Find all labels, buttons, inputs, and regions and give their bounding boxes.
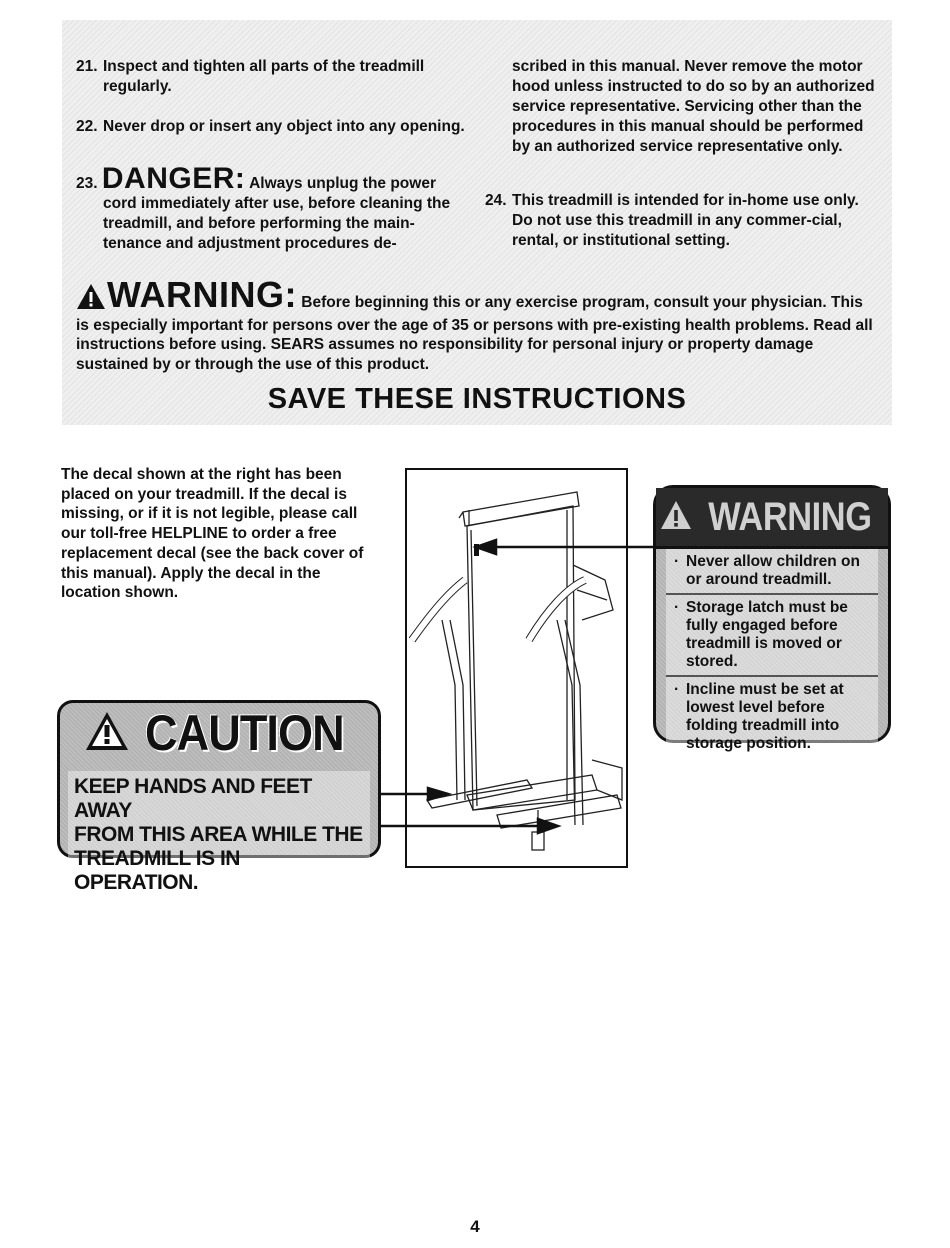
item-text: Inspect and tighten all parts of the treadmill regularly. <box>103 58 425 95</box>
item-text: Always unplug the power <box>249 175 436 192</box>
item-number: 24. <box>485 192 507 209</box>
caution-line: TREADMILL IS IN OPERATION. <box>74 847 240 894</box>
warning-decal-body <box>666 549 878 762</box>
arrow-head-mid <box>428 788 448 800</box>
item-text: scribed in this manual. Never remove the motor hood unless instructed to do so by an authorized service representative. Servicing other than the procedures in this manual should be performed by an authorized service representative only. <box>512 58 875 155</box>
item-number: 22. <box>76 118 98 135</box>
danger-label: DANGER: <box>101 162 246 195</box>
warning-decal-header <box>656 488 888 549</box>
arrow-head-top <box>476 540 496 554</box>
bullet-text: Never allow children on or around treadmill. <box>686 553 860 588</box>
warning-text: Before beginning this or any exercise program, consult your physician. This is especially important for persons over the age of 35 or persons with pre-existing health problems. Read all instructions before using. SEARS assumes no responsibility for personal injury or property damage sustained by or through the use of this product. <box>76 294 873 373</box>
bullet-text: Storage latch must be fully engaged before treadmill is moved or stored. <box>686 599 848 670</box>
item-text: Never drop or insert any object into any opening. <box>103 118 465 135</box>
warning-bullet: · Incline must be set at lowest level before folding treadmill into storage position. <box>674 681 844 752</box>
warning-triangle-icon <box>659 499 693 536</box>
item-number: 23. <box>76 175 98 192</box>
decal-intro-text: The decal shown at the right has been placed on your treadmill. If the decal is missing, or if it is not legible, please call our toll-free HELPLINE to order a free replacement decal (see the back cover of this manual). Apply the decal in the location shown. <box>61 466 364 602</box>
bullet-text: Incline must be set at lowest level before folding treadmill into storage position. <box>686 681 844 752</box>
warning-bullet: · Storage latch must be fully engaged before treadmill is moved or stored. <box>674 599 848 670</box>
arrow-head-bottom <box>538 819 558 833</box>
caution-decal-title: CAUTION <box>144 705 344 761</box>
warning-decal <box>653 485 891 752</box>
item-number: 21. <box>76 58 98 75</box>
page-number: 4 <box>470 1217 480 1236</box>
item-text: This treadmill is intended for in-home use only. Do not use this treadmill in any commer-cial, rental, or institutional setting. <box>512 192 859 249</box>
item-text-continued: cord immediately after use, before cleaning the treadmill, and before performing the main-tenance and adjustment procedures de- <box>103 195 451 252</box>
divider <box>666 593 878 595</box>
caution-decal-body <box>68 771 370 899</box>
warning-triangle-icon <box>84 710 130 757</box>
warning-bullet: · Never allow children on or around treadmill. <box>674 553 860 588</box>
divider <box>666 675 878 677</box>
caution-line: FROM THIS AREA WHILE THE <box>74 823 363 846</box>
caution-decal <box>57 700 381 894</box>
caution-line: KEEP HANDS AND FEET AWAY <box>74 775 312 822</box>
warning-decal-title: WARNING <box>708 494 872 539</box>
warning-label: WARNING: <box>107 274 297 315</box>
save-instructions-heading: SAVE THESE INSTRUCTIONS <box>267 383 687 415</box>
caution-decal-header <box>60 703 378 763</box>
